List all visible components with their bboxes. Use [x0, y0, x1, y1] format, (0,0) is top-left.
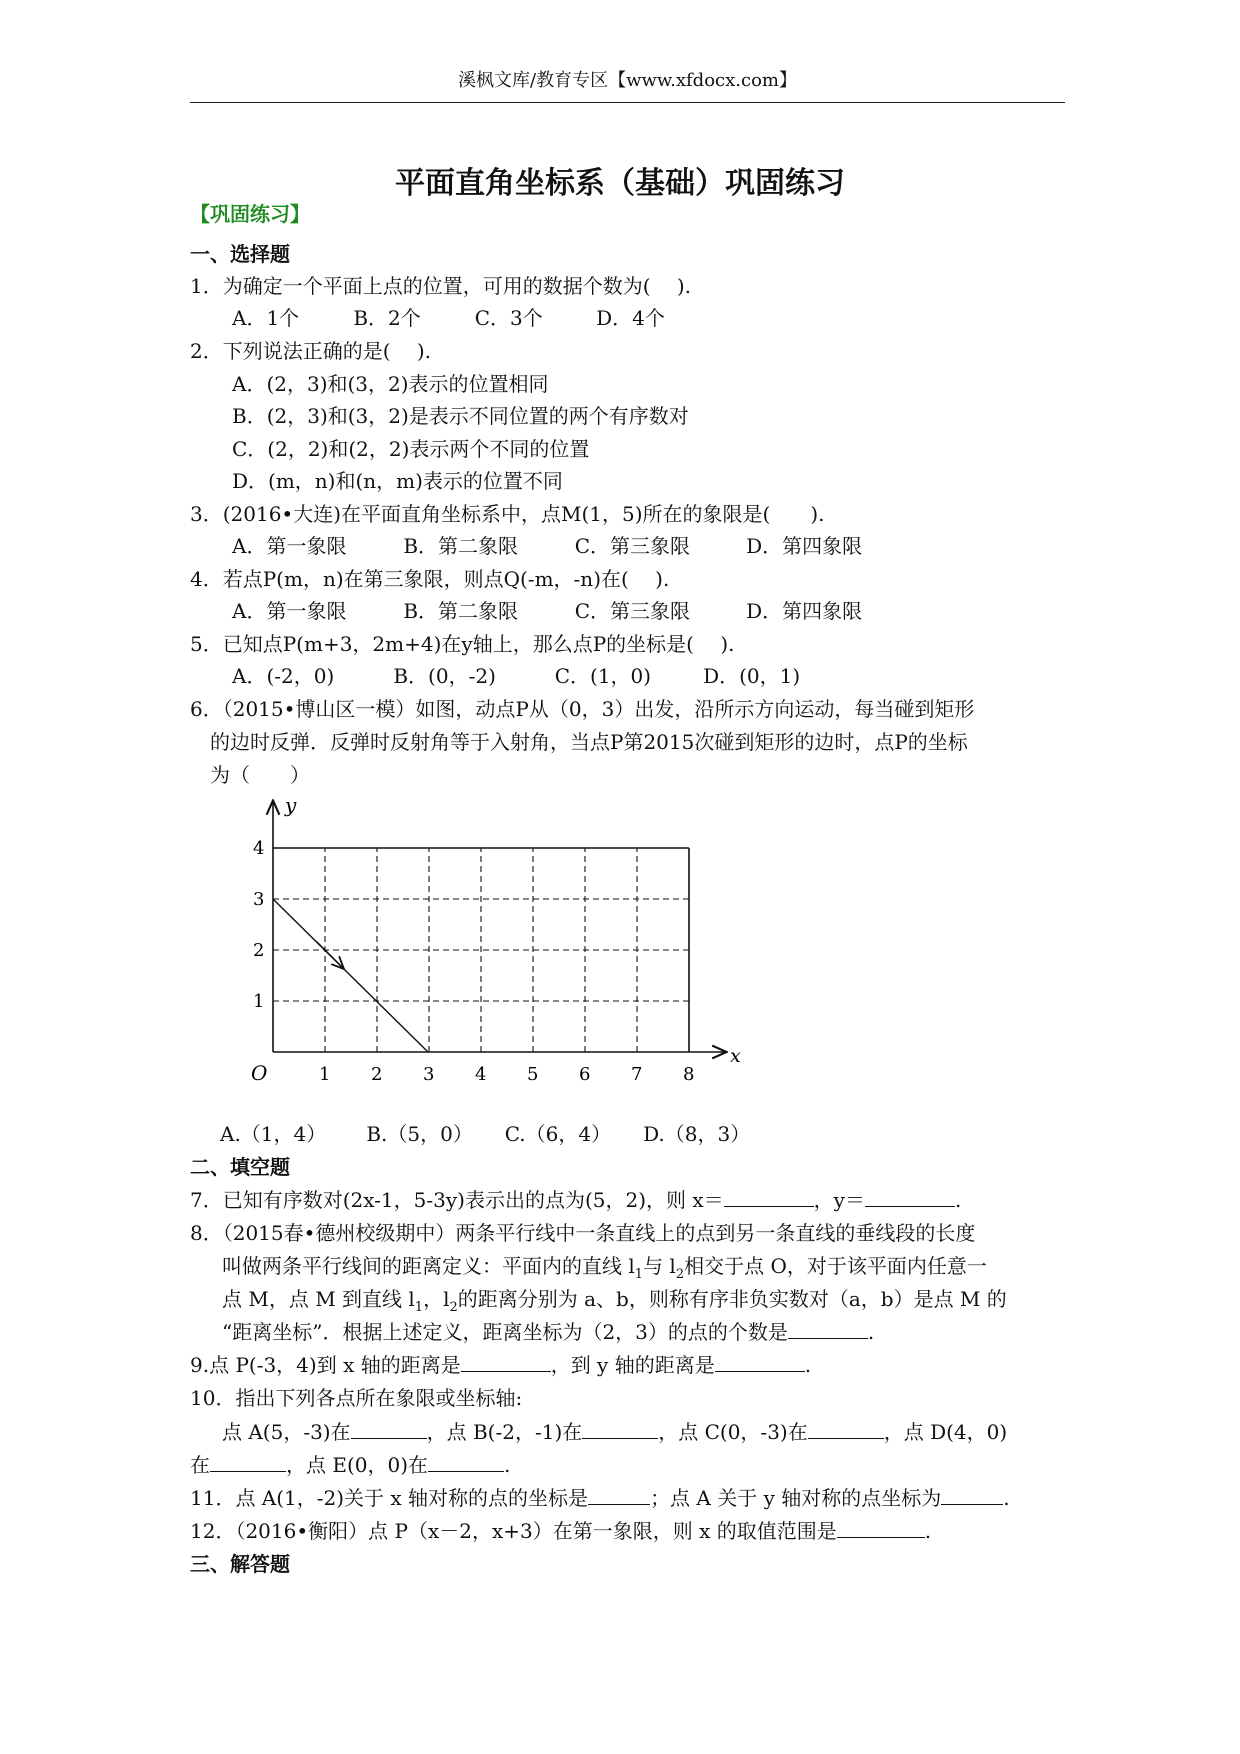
- q2-option-b: B．(2，3)和(3，2)是表示不同位置的两个有序数对: [232, 404, 689, 428]
- y-label: y: [285, 793, 297, 817]
- x-tick-label: 6: [579, 1064, 591, 1085]
- q8-line1: 8．（2015春•德州校级期中）两条平行线中一条直线上的点到另一条直线的垂线段的长度: [190, 1221, 976, 1245]
- q6-line2: 的边时反弹．反弹时反射角等于入射角，当点P第2015次碰到矩形的边时，点P的坐标: [210, 730, 968, 754]
- q4-option-c: C．第三象限: [574, 599, 691, 623]
- q10-a: 点 A(5，-3)在: [222, 1420, 351, 1444]
- q2-text: 2．下列说法正确的是( ).: [190, 339, 432, 363]
- x-tick-label: 1: [319, 1064, 331, 1085]
- q1-option-d: D．4个: [596, 306, 665, 330]
- q7-blank-y[interactable]: [865, 1188, 955, 1207]
- q8-sub2b: 2: [449, 1300, 458, 1315]
- q6-line1: 6．（2015•博山区一模）如图，动点P从（0，3）出发，沿所示方向运动，每当碰到矩形: [190, 697, 975, 721]
- q10-line2: [190, 1451, 510, 1479]
- y-tick-label: 4: [253, 838, 265, 859]
- section-answer: 三、解答题: [190, 1552, 290, 1576]
- q6-option-b: B.（5，0）: [366, 1122, 473, 1146]
- q1-option-a: A．1个: [232, 306, 300, 330]
- q5-option-b: B．(0，-2): [393, 664, 496, 688]
- q7: [190, 1186, 961, 1214]
- q10-line1: [222, 1418, 1007, 1446]
- q12-post: .: [924, 1519, 932, 1543]
- grid-lines: [273, 848, 689, 1052]
- q8-line3c: 的距离分别为 a、b，则称有序非负实数对（a，b）是点 M 的: [457, 1287, 1007, 1311]
- q3-option-a: A．第一象限: [232, 534, 347, 558]
- x-tick-label: 5: [527, 1064, 539, 1085]
- page-header: 溪枫文库/教育专区【www.xfdocx.com】: [190, 66, 1065, 103]
- x-tick-labels: [319, 1064, 694, 1085]
- section-fill: 二、填空题: [190, 1155, 290, 1179]
- q5-text: 5．已知点P(m+3，2m+4)在y轴上，那么点P的坐标是( ).: [190, 632, 735, 656]
- q11-pre: 11．点 A(1，-2)关于 x 轴对称的点的坐标是: [190, 1486, 589, 1510]
- q12-pre: 12．（2016•衡阳）点 P（x－2，x+3）在第一象限，则 x 的取值范围是: [190, 1519, 837, 1543]
- q8-sub1: 1: [634, 1267, 644, 1282]
- x-tick-label: 3: [423, 1064, 435, 1085]
- q2-option-c: C．(2，2)和(2，2)表示两个不同的位置: [232, 437, 590, 461]
- q5-option-d: D．(0，1): [703, 664, 801, 688]
- q10-blank-a[interactable]: [351, 1420, 427, 1439]
- q10-d: ，点 D(4，0): [883, 1420, 1008, 1444]
- q10-text: 10．指出下列各点所在象限或坐标轴:: [190, 1386, 523, 1410]
- q9-mid: ，到 y 轴的距离是: [550, 1353, 715, 1377]
- x-tick-label: 7: [631, 1064, 643, 1085]
- x-tick-label: 4: [475, 1064, 487, 1085]
- section-choice: 一、选择题: [190, 242, 290, 266]
- q8-sub1b: 1: [414, 1300, 424, 1315]
- q10-blank-b[interactable]: [582, 1420, 658, 1439]
- q2-option-d: D．(m，n)和(n，m)表示的位置不同: [232, 469, 563, 493]
- q4-option-d: D．第四象限: [746, 599, 863, 623]
- y-tick-labels: [253, 838, 264, 1012]
- q1-text: 1．为确定一个平面上点的位置，可用的数据个数为( ).: [190, 274, 692, 298]
- q5-option-c: C．(1，0): [554, 664, 652, 688]
- x-label: x: [730, 1045, 741, 1067]
- q4-text: 4．若点P(m，n)在第三象限，则点Q(-m，-n)在( ).: [190, 567, 670, 591]
- direction-arrow: [317, 942, 343, 968]
- q5-option-a: A．(-2，0): [232, 664, 335, 688]
- q9: [190, 1351, 811, 1379]
- q1-option-b: B．2个: [353, 306, 421, 330]
- q8-sub2: 2: [675, 1267, 685, 1282]
- path-line: [273, 899, 428, 1052]
- q10-e: ，点 E(0，0)在: [286, 1453, 429, 1477]
- q6-line3: 为（ ）: [210, 763, 310, 787]
- q9-pre: 9.点 P(-3，4)到 x 轴的距离是: [190, 1353, 461, 1377]
- x-tick-label: 2: [371, 1064, 383, 1085]
- q6-options: [220, 1120, 750, 1148]
- q4-option-b: B．第二象限: [403, 599, 519, 623]
- q10-b: ，点 B(-2，-1)在: [426, 1420, 583, 1444]
- x-tick-label: 8: [683, 1064, 695, 1085]
- q12-blank[interactable]: [837, 1519, 925, 1538]
- q5-options: [232, 662, 800, 690]
- y-tick-label: 1: [253, 991, 265, 1012]
- q10-c: ，点 C(0，-3)在: [658, 1420, 808, 1444]
- section-tag: 【巩固练习】: [190, 202, 310, 226]
- q4-options: [232, 597, 862, 625]
- q8-line3b: ，l: [423, 1287, 450, 1311]
- q8-line2a: 叫做两条平行线间的距离定义：平面内的直线 l: [222, 1254, 635, 1278]
- y-tick-label: 2: [253, 940, 265, 961]
- q8-line2: [222, 1252, 987, 1289]
- q11-blank-2[interactable]: [941, 1486, 1003, 1505]
- q1-options: [232, 304, 665, 332]
- q8-line4-text: “距离坐标”．根据上述定义，距离坐标为（2，3）的点的个数是: [222, 1320, 788, 1344]
- q7-post: .: [954, 1188, 962, 1212]
- q3-options: [232, 532, 862, 560]
- q6-option-d: D.（8，3）: [643, 1122, 751, 1146]
- q6-figure: [225, 790, 765, 1105]
- q6-option-c: C.（6，4）: [504, 1122, 612, 1146]
- q4-option-a: A．第一象限: [232, 599, 347, 623]
- q3-text: 3．(2016•大连)在平面直角坐标系中，点M(1，5)所在的象限是( ).: [190, 502, 825, 526]
- y-tick-label: 3: [253, 889, 265, 910]
- q1-option-c: C．3个: [474, 306, 543, 330]
- page-title: 平面直角坐标系（基础）巩固练习: [395, 166, 845, 201]
- q8-line2c: 相交于点 O，对于该平面内任意一: [684, 1254, 987, 1278]
- q11: [190, 1484, 1010, 1512]
- q8-blank[interactable]: [788, 1320, 868, 1339]
- q11-mid: ；点 A 关于 y 轴对称的点坐标为: [650, 1486, 942, 1510]
- q8-line3a: 点 M，点 M 到直线 l: [222, 1287, 415, 1311]
- q10-blank-e[interactable]: [428, 1453, 504, 1472]
- q11-post: .: [1003, 1486, 1010, 1510]
- q8-line4-post: .: [867, 1320, 875, 1344]
- q3-option-d: D．第四象限: [746, 534, 863, 558]
- q3-option-b: B．第二象限: [403, 534, 519, 558]
- q9-post: .: [804, 1353, 812, 1377]
- q7-mid: ，y＝: [813, 1188, 865, 1212]
- q6-option-a: A.（1，4）: [220, 1122, 327, 1146]
- q8-line4: [222, 1318, 874, 1346]
- q9-blank-1[interactable]: [461, 1353, 551, 1372]
- q8-line3: [222, 1285, 1007, 1322]
- q12: [190, 1517, 931, 1545]
- q3-option-c: C．第三象限: [574, 534, 691, 558]
- q2-option-a: A．(2，3)和(3，2)表示的位置相同: [232, 372, 549, 396]
- origin-label: O: [251, 1061, 268, 1085]
- q9-blank-2[interactable]: [715, 1353, 805, 1372]
- q10-end: .: [504, 1453, 511, 1477]
- q8-line2b: 与 l: [643, 1254, 676, 1278]
- q7-pre: 7．已知有序数对(2x-1，5-3y)表示出的点为(5，2)，则 x＝: [190, 1188, 724, 1212]
- q11-blank-1[interactable]: [588, 1486, 650, 1505]
- q10-blank-d[interactable]: [210, 1453, 286, 1472]
- q10-d2: 在: [190, 1453, 210, 1477]
- q7-blank-x[interactable]: [724, 1188, 814, 1207]
- q10-blank-c[interactable]: [808, 1420, 884, 1439]
